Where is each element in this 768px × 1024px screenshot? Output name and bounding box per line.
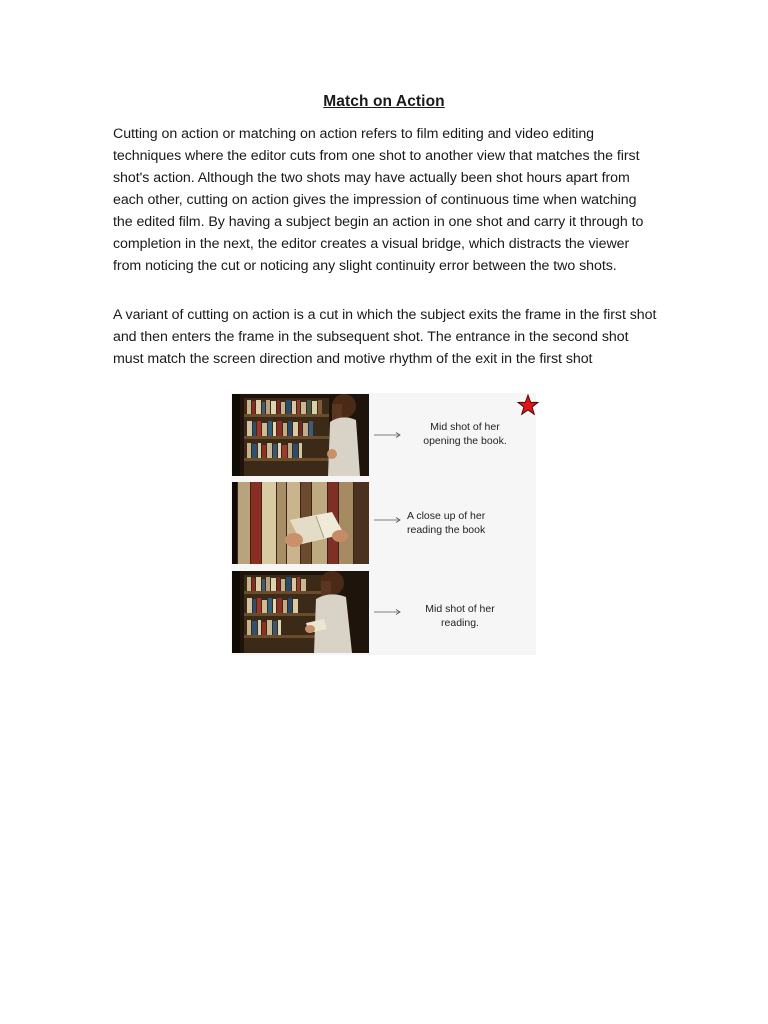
paragraph-intro: Cutting on action or matching on action refers to film editing and video editing techniques where the editor cuts from one shot to another view that matches the first shot's action. Although the two shots may have actually been shot hours apart from each other, cutting on action gives the impression of continuous time when watching the edited film. By having a subject begin an action in one shot and carry it through to completion in the next, the editor creates a visual bridge, which distracts the viewer from noticing the cut or noticing any slight continuity error between the two shots. <box>113 126 644 274</box>
shot-2-caption-line-2: reading the book <box>407 524 486 536</box>
shot-2-caption <box>407 509 502 537</box>
shot-1-image <box>232 394 369 476</box>
page-title: Match on Action <box>323 93 445 110</box>
arrow-right-icon <box>374 431 402 439</box>
shot-3-image <box>232 571 369 653</box>
arrow-right-icon <box>374 608 402 616</box>
shot-1-caption <box>415 420 515 448</box>
shot-2-caption-line-1: A close up of her <box>407 510 486 522</box>
star-icon <box>517 394 539 416</box>
arrow-right-icon <box>374 516 402 524</box>
shot-2-image <box>232 482 369 564</box>
shot-3-caption-line-1: Mid shot of her <box>425 603 495 615</box>
paragraph-variant: A variant of cutting on action is a cut in which the subject exits the frame in the first shot and then enters the frame in the subsequent shot. The entrance in the second shot must match the screen direction and motive rhythm of the exit in the first shot <box>113 307 657 367</box>
storyboard-figure <box>231 393 536 655</box>
shot-1-caption-line-1: Mid shot of her <box>430 421 500 433</box>
shot-3-caption-line-2: reading. <box>441 617 479 629</box>
shot-1-caption-line-2: opening the book. <box>423 435 507 447</box>
shot-3-caption <box>415 602 505 630</box>
